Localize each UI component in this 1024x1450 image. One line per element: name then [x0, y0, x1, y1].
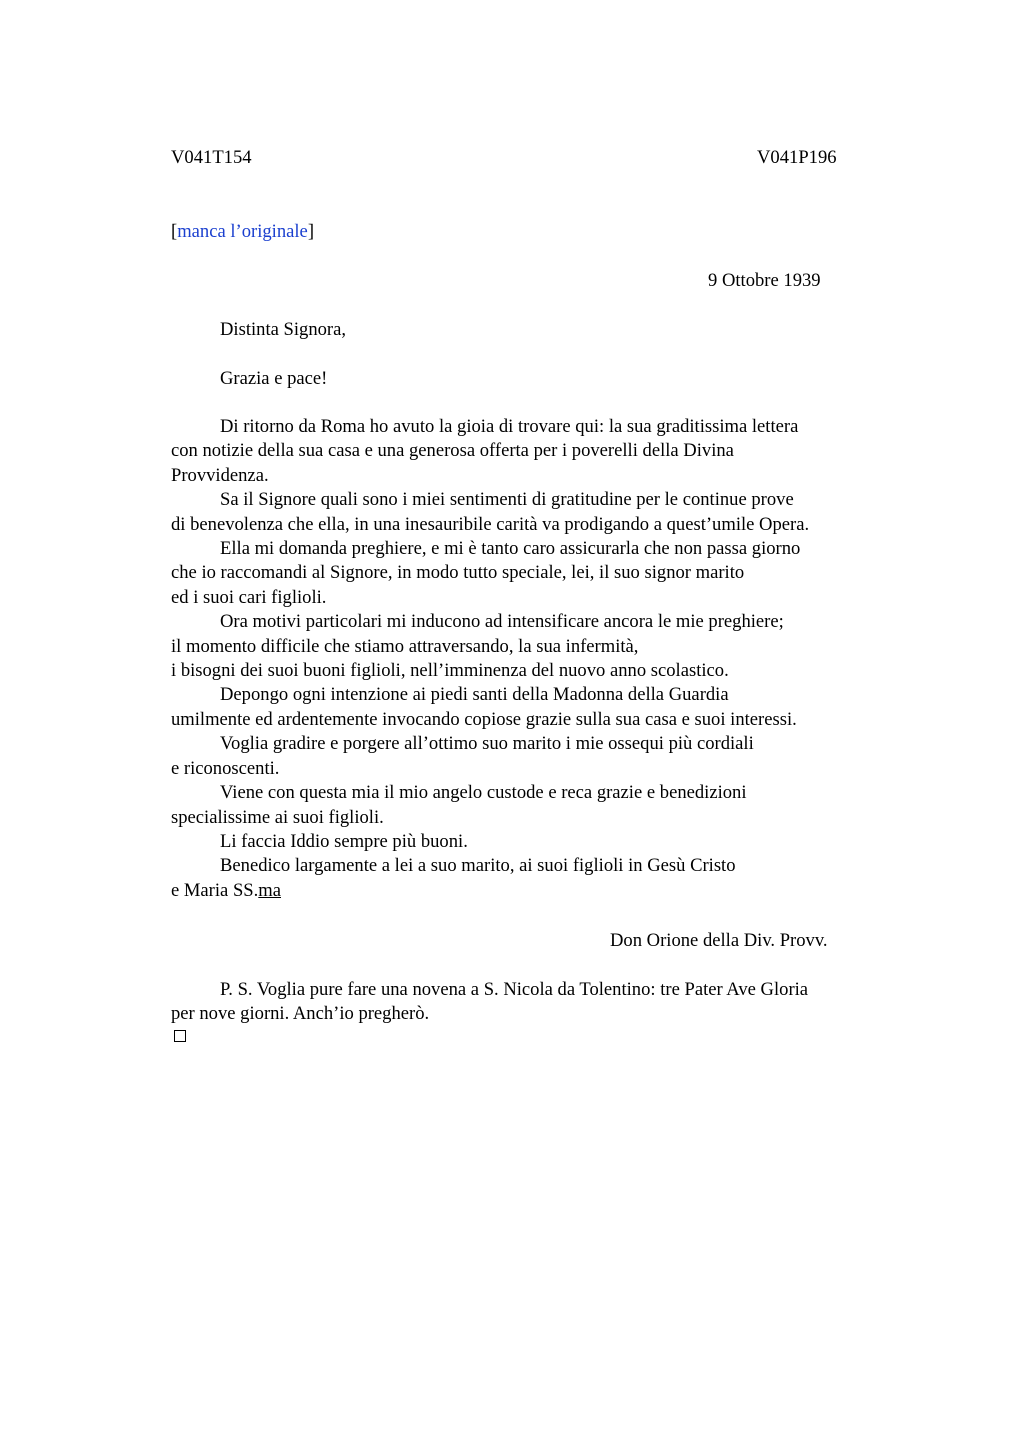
body-line: e riconoscenti.: [171, 757, 280, 779]
salutation: Distinta Signora,: [220, 319, 347, 340]
note-link[interactable]: manca l’originale: [177, 221, 308, 242]
body-line: Benedico largamente a lei a suo marito, ai suoi figlioli in Gesù Cristo: [220, 855, 736, 877]
body-line: Di ritorno da Roma ho avuto la gioia di trovare qui: la sua graditissima lettera: [220, 416, 799, 437]
greeting: Grazia e pace!: [220, 368, 328, 389]
letter-body: [171, 415, 809, 903]
checkbox-square-icon[interactable]: [174, 1030, 186, 1042]
body-line: di benevolenza che ella, in una inesauribile carità va prodigando a quest’umile Opera.: [171, 513, 810, 535]
body-line: ed i suoi cari figlioli.: [171, 586, 327, 608]
postscript: [171, 978, 808, 1027]
document-code-left: V041T154: [171, 147, 252, 168]
body-line: Provvidenza.: [171, 464, 269, 486]
body-line: Viene con questa mia il mio angelo custode e reca grazie e benedizioni: [220, 782, 747, 804]
document-code-right: V041P196: [757, 147, 837, 168]
body-line: il momento difficile che stiamo attraversando, la sua infermità,: [171, 635, 639, 657]
body-line: i bisogni dei suoi buoni figlioli, nell’imminenza del nuovo anno scolastico.: [171, 660, 729, 682]
closing-line-underlined: ma: [258, 879, 281, 901]
body-line: Ella mi domanda preghiere, e mi è tanto caro assicurarla che non passa giorno: [220, 538, 801, 560]
body-line: Sa il Signore quali sono i miei sentimenti di gratitudine per le continue prove: [220, 489, 794, 511]
body-line: Voglia gradire e porgere all’ottimo suo marito i mie ossequi più cordiali: [220, 733, 754, 755]
signature: Don Orione della Div. Provv.: [610, 930, 828, 951]
body-line: Ora motivi particolari mi inducono ad intensificare ancora le mie preghiere;: [220, 611, 784, 633]
editorial-note: [171, 220, 314, 244]
body-line: con notizie della sua casa e una generosa offerta per i poverelli della Divina: [171, 440, 734, 462]
body-line: Li faccia Iddio sempre più buoni.: [220, 830, 468, 852]
postscript-line: per nove giorni. Anch’io pregherò.: [171, 1003, 430, 1025]
note-close-bracket: ]: [307, 221, 315, 242]
closing-line-text: e Maria SS.: [171, 879, 259, 901]
postscript-line: P. S. Voglia pure fare una novena a S. Nicola da Tolentino: tre Pater Ave Gloria: [220, 979, 809, 1000]
closing-line: [171, 879, 809, 903]
note-open-bracket: [: [171, 221, 178, 242]
letter-date: 9 Ottobre 1939: [708, 270, 821, 291]
body-line: specialissime ai suoi figlioli.: [171, 806, 384, 828]
body-line: che io raccomandi al Signore, in modo tutto speciale, lei, il suo signor marito: [171, 562, 745, 584]
body-line: umilmente ed ardentemente invocando copiose grazie sulla sua casa e suoi interessi.: [171, 708, 797, 730]
body-line: Depongo ogni intenzione ai piedi santi della Madonna della Guardia: [220, 684, 729, 706]
